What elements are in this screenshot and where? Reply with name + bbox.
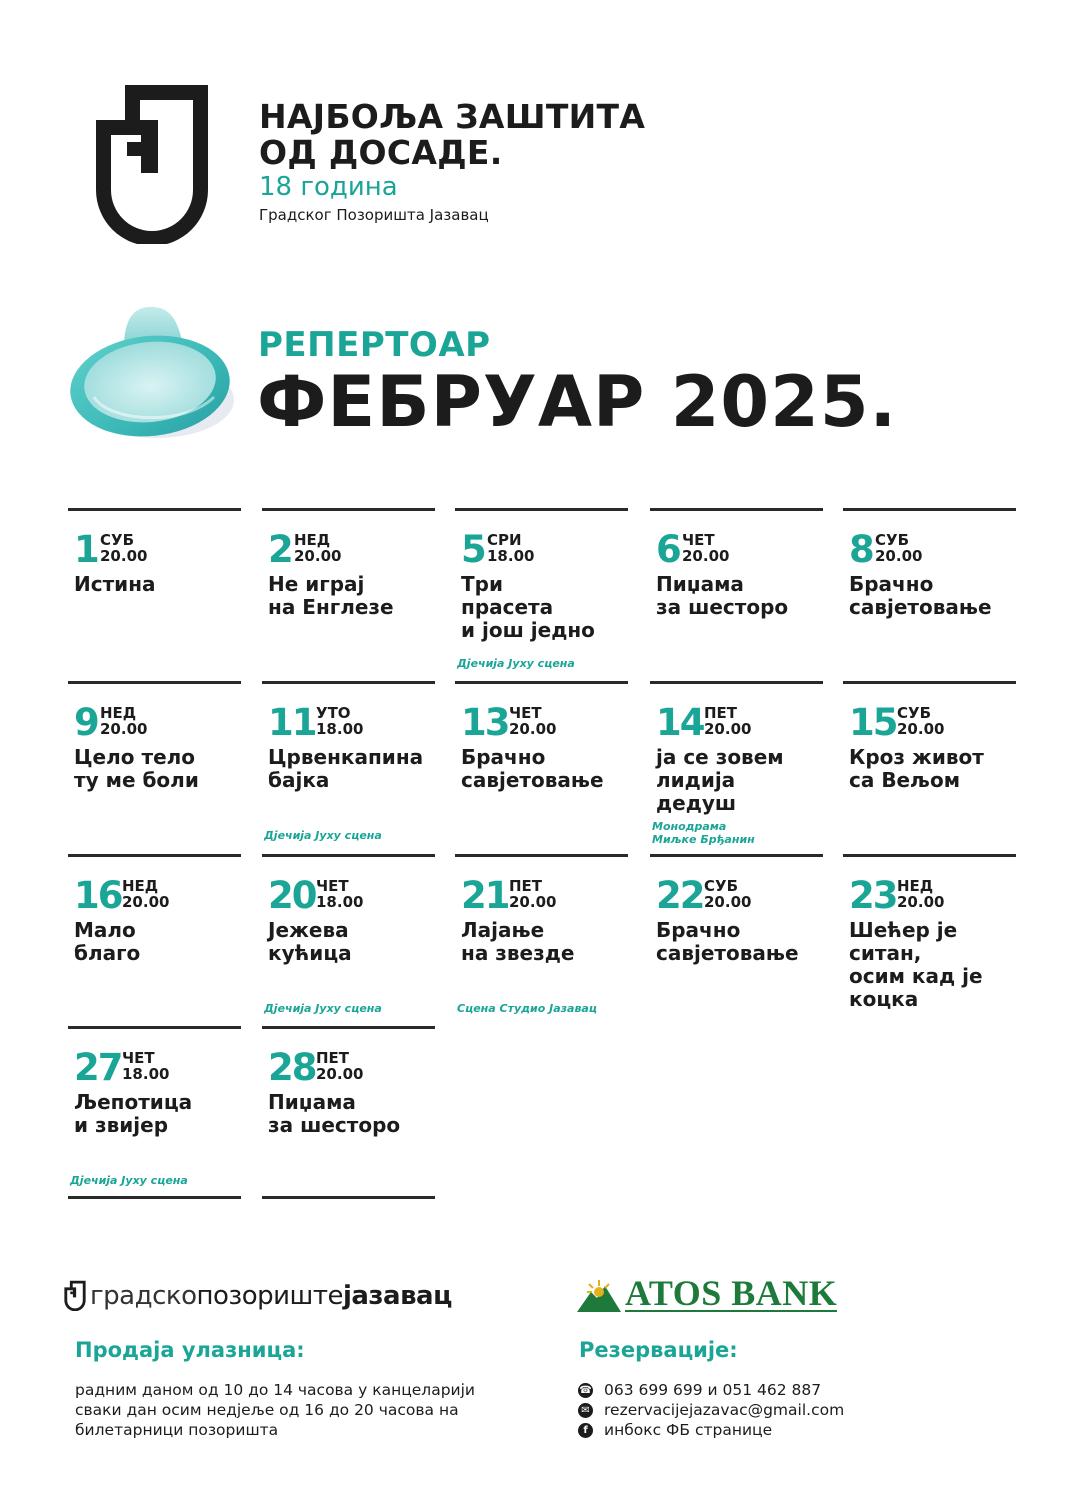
- show-cell: [262, 1026, 435, 1199]
- show-cell: [68, 681, 241, 854]
- grid-divider: [262, 1196, 435, 1199]
- slogan-line-2: ОД ДОСАДЕ.: [259, 133, 503, 172]
- show-time: 20.00: [100, 547, 148, 565]
- show-meta: [316, 878, 363, 910]
- show-time: 20.00: [897, 893, 945, 911]
- show-cell: [68, 854, 241, 1027]
- show-day: 21: [461, 874, 509, 917]
- show-time: 20.00: [509, 893, 557, 911]
- show-title: Три прасета и још једно: [461, 572, 595, 642]
- logo-word-1: градско: [90, 1280, 197, 1311]
- show-time: 20.00: [875, 547, 923, 565]
- show-meta: [122, 878, 169, 910]
- show-title: Цело тело ту ме боли: [74, 745, 199, 792]
- show-cell: [68, 508, 241, 681]
- sales-line: радним даном од 10 до 14 часова у канцеларији: [75, 1381, 475, 1399]
- show-meta: [682, 532, 729, 564]
- show-weekday: ЧЕТ: [509, 704, 542, 722]
- show-meta: [509, 878, 556, 910]
- phone-numbers: 063 699 699 и 051 462 887: [604, 1381, 822, 1399]
- show-cell: [262, 681, 435, 854]
- show-cell: [68, 1026, 241, 1199]
- show-cell: [455, 854, 628, 1027]
- show-cell: [455, 681, 628, 854]
- show-meta: [509, 705, 556, 737]
- show-weekday: ПЕТ: [509, 877, 543, 895]
- show-meta: [294, 532, 341, 564]
- show-cell: [843, 508, 1016, 681]
- ticket-sales-heading: Продаја улазница:: [75, 1338, 305, 1362]
- show-title: Јежева кућица: [268, 918, 352, 965]
- show-day: 8: [849, 528, 873, 571]
- show-weekday: УТО: [316, 704, 351, 722]
- show-day: 5: [461, 528, 485, 571]
- show-title: Љепотица и звијер: [74, 1090, 193, 1137]
- show-weekday: ПЕТ: [316, 1049, 350, 1067]
- show-day: 15: [849, 701, 897, 744]
- show-meta: [316, 1050, 363, 1082]
- show-day: 16: [74, 874, 122, 917]
- show-title: Мало благо: [74, 918, 141, 965]
- show-day: 11: [268, 701, 316, 744]
- show-cell: [650, 508, 823, 681]
- show-day: 6: [656, 528, 680, 571]
- bank-mountain-sun-icon: [577, 1278, 621, 1312]
- show-cell: [843, 681, 1016, 854]
- show-weekday: СУБ: [704, 877, 739, 895]
- contact-facebook[interactable]: [578, 1420, 844, 1440]
- contact-email[interactable]: [578, 1400, 844, 1420]
- anniversary: 18 година: [259, 172, 398, 202]
- show-title: Брачно савјетовање: [849, 572, 992, 619]
- show-weekday: ЧЕТ: [682, 531, 715, 549]
- show-day: 27: [74, 1046, 122, 1089]
- show-day: 13: [461, 701, 509, 744]
- show-day: 9: [74, 701, 98, 744]
- show-weekday: СУБ: [875, 531, 910, 549]
- show-time: 18.00: [122, 1065, 170, 1083]
- show-time: 20.00: [122, 893, 170, 911]
- show-cell: [650, 681, 823, 854]
- bank-logo: [577, 1273, 838, 1313]
- logo-word-3: јазавац: [342, 1280, 452, 1311]
- show-stage-note: Дјечија Јуху сцена: [70, 1174, 188, 1187]
- show-meta: [875, 532, 922, 564]
- show-cell: [455, 508, 628, 681]
- show-title: Црвенкапина бајка: [268, 745, 424, 792]
- show-meta: [100, 532, 147, 564]
- show-time: 20.00: [704, 893, 752, 911]
- mail-icon: ✉: [578, 1403, 593, 1418]
- show-time: 18.00: [316, 720, 364, 738]
- show-day: 14: [656, 701, 704, 744]
- show-time: 18.00: [316, 893, 364, 911]
- slogan-line-1: НАЈБОЉА ЗАШТИТА: [259, 97, 646, 136]
- show-title: ја се зовем лидија дедуш: [656, 745, 784, 815]
- show-cell: [843, 854, 1016, 1027]
- show-time: 18.00: [487, 547, 535, 565]
- show-meta: [704, 878, 751, 910]
- facebook-icon: f: [578, 1423, 593, 1438]
- show-title: Брачно савјетовање: [461, 745, 604, 792]
- show-stage-note: Монодрама Миљке Брђанин: [652, 820, 755, 846]
- repertoire-label: РЕПЕРТОАР: [258, 325, 491, 365]
- sales-line: сваки дан осим недјеље од 16 до 20 часова на: [75, 1401, 459, 1419]
- show-title: Брачно савјетовање: [656, 918, 799, 965]
- show-time: 20.00: [897, 720, 945, 738]
- show-cell: [262, 854, 435, 1027]
- email-address: rezervacijejazavac@gmail.com: [604, 1401, 845, 1419]
- show-cell: [650, 854, 823, 1027]
- facebook-text: инбокс ФБ странице: [604, 1421, 773, 1439]
- grid-divider: [68, 1196, 241, 1199]
- show-title: Истина: [74, 572, 156, 596]
- contact-phone[interactable]: [578, 1380, 844, 1400]
- show-weekday: НЕД: [100, 704, 137, 722]
- show-day: 22: [656, 874, 704, 917]
- show-meta: [122, 1050, 169, 1082]
- repertoire-month: ФЕБРУАР 2025.: [257, 361, 898, 443]
- show-weekday: СРИ: [487, 531, 522, 549]
- show-title: Пиџама за шесторо: [656, 572, 789, 619]
- show-weekday: НЕД: [122, 877, 159, 895]
- show-day: 20: [268, 874, 316, 917]
- show-time: 20.00: [316, 1065, 364, 1083]
- show-title: Кроз живот са Вељом: [849, 745, 984, 792]
- show-stage-note: Дјечија Јуху сцена: [264, 829, 382, 842]
- phone-icon: ☎: [579, 1384, 592, 1396]
- theatre-name: Градског Позоришта Јазавац: [259, 206, 489, 224]
- show-time: 20.00: [682, 547, 730, 565]
- show-day: 28: [268, 1046, 316, 1089]
- show-weekday: НЕД: [897, 877, 934, 895]
- show-meta: [897, 705, 944, 737]
- show-title: Шећер је ситан, осим кад је коцка: [849, 918, 983, 1011]
- show-stage-note: Сцена Студио Јазавац: [457, 1002, 598, 1015]
- show-weekday: СУБ: [100, 531, 135, 549]
- show-weekday: НЕД: [294, 531, 331, 549]
- show-day: 23: [849, 874, 897, 917]
- reservation-contacts: [578, 1380, 844, 1440]
- show-meta: [487, 532, 534, 564]
- show-title: Не играј на Енглезе: [268, 572, 394, 619]
- show-day: 1: [74, 528, 98, 571]
- show-day: 2: [268, 528, 292, 571]
- show-stage-note: Дјечија Јуху сцена: [457, 657, 575, 670]
- ticket-sales-info: [75, 1380, 475, 1440]
- footer-theatre-logo: [64, 1280, 452, 1311]
- condom-illustration-icon: [64, 302, 239, 442]
- theatre-logo-small-icon: [64, 1280, 86, 1311]
- sales-line: билетарници позоришта: [75, 1421, 279, 1439]
- show-title: Пиџама за шесторо: [268, 1090, 401, 1137]
- footer-logo-text: [90, 1281, 452, 1311]
- show-meta: [316, 705, 363, 737]
- show-title: Лајање на звезде: [461, 918, 575, 965]
- show-time: 20.00: [509, 720, 557, 738]
- show-cell: [262, 508, 435, 681]
- theatre-logo-icon: [94, 82, 210, 244]
- reservations-heading: Резервације:: [579, 1338, 738, 1362]
- bank-name: ATOS BANK: [625, 1273, 838, 1313]
- show-time: 20.00: [704, 720, 752, 738]
- show-time: 20.00: [100, 720, 148, 738]
- show-time: 20.00: [294, 547, 342, 565]
- show-weekday: ЧЕТ: [316, 877, 349, 895]
- logo-word-2: позориште: [196, 1280, 343, 1311]
- show-weekday: СУБ: [897, 704, 932, 722]
- show-meta: [704, 705, 751, 737]
- show-weekday: ЧЕТ: [122, 1049, 155, 1067]
- show-meta: [897, 878, 944, 910]
- show-meta: [100, 705, 147, 737]
- show-stage-note: Дјечија Јуху сцена: [264, 1002, 382, 1015]
- slogan: [259, 99, 645, 171]
- show-weekday: ПЕТ: [704, 704, 738, 722]
